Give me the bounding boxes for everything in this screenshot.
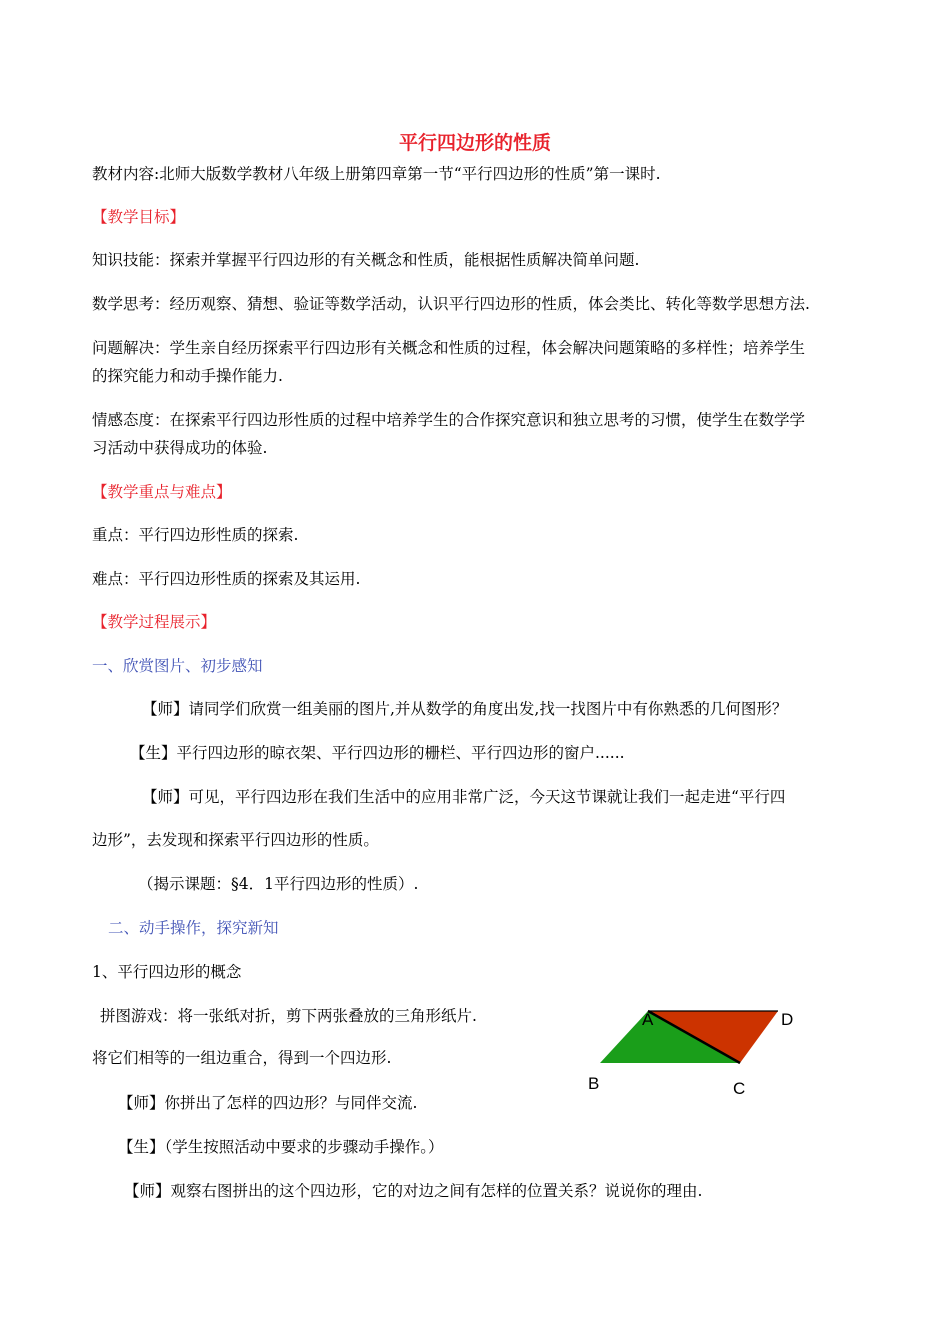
game-line-2: 将它们相等的一组边重合，得到一个四边形. <box>92 1049 392 1067</box>
teacher-line-3: 【师】你拼出了怎样的四边形？与同伴交流. <box>118 1094 418 1112</box>
teacher-line-1: 【师】请同学们欣赏一组美丽的图片,并从数学的角度出发,找一找图片中有你熟悉的几何图形？ <box>142 700 788 718</box>
section-key-heading: 【教学重点与难点】 <box>92 483 232 501</box>
goal-knowledge: 知识技能：探索并掌握平行四边形的有关概念和性质，能根据性质解决简单问题. <box>92 251 640 269</box>
topic-line: （揭示课题：§4．1平行四边形的性质）. <box>138 875 419 893</box>
section-process-heading: 【教学过程展示】 <box>92 613 217 631</box>
vertex-label-d: D <box>781 1010 794 1029</box>
part2-heading: 二、动手操作，探究新知 <box>108 919 279 937</box>
student-line-2: 【生】（学生按照活动中要求的步骤动手操作。） <box>118 1138 444 1156</box>
vertex-label-a: A <box>642 1010 654 1029</box>
difficulty: 难点：平行四边形性质的探索及其运用. <box>92 570 361 588</box>
goal-thinking: 数学思考：经历观察、猜想、验证等数学活动，认识平行四边形的性质，体会类比、转化等数学思想方法. <box>92 295 810 313</box>
teacher-line-2a: 【师】可见，平行四边形在我们生活中的应用非常广泛，今天这节课就让我们一起走进“平行四 <box>142 788 786 806</box>
teacher-line-2b: 边形”，去发现和探索平行四边形的性质。 <box>92 831 379 849</box>
game-line-1: 拼图游戏：将一张纸对折，剪下两张叠放的三角形纸片. <box>100 1007 477 1025</box>
concept-heading: 1、平行四边形的概念 <box>92 963 242 981</box>
vertex-label-b: B <box>588 1074 600 1093</box>
page-title: 平行四边形的性质 <box>398 132 551 154</box>
student-line-1: 【生】平行四边形的晾衣架、平行四边形的栅栏、平行四边形的窗户...... <box>130 744 625 762</box>
parallelogram-figure <box>580 1003 810 1103</box>
teacher-line-4: 【师】观察右图拼出的这个四边形，它的对边之间有怎样的位置关系？说说你的理由. <box>124 1182 703 1200</box>
goal-problem-line2: 的探究能力和动手操作能力. <box>92 367 283 385</box>
goal-emotion-line1: 情感态度：在探索平行四边形性质的过程中培养学生的合作探究意识和独立思考的习惯，使学生在数学学 <box>92 411 806 429</box>
intro-text: 教材内容:北师大版数学教材八年级上册第四章第一节“平行四边形的性质”第一课时. <box>92 165 661 183</box>
vertex-label-c: C <box>733 1079 746 1098</box>
section-goals-heading: 【教学目标】 <box>92 208 186 226</box>
key-point: 重点：平行四边形性质的探索. <box>92 526 299 544</box>
part1-heading: 一、欣赏图片、初步感知 <box>92 657 263 675</box>
goal-emotion-line2: 习活动中获得成功的体验. <box>92 439 268 457</box>
goal-problem-line1: 问题解决：学生亲自经历探索平行四边形有关概念和性质的过程，体会解决问题策略的多样性；培养学生 <box>92 339 806 357</box>
